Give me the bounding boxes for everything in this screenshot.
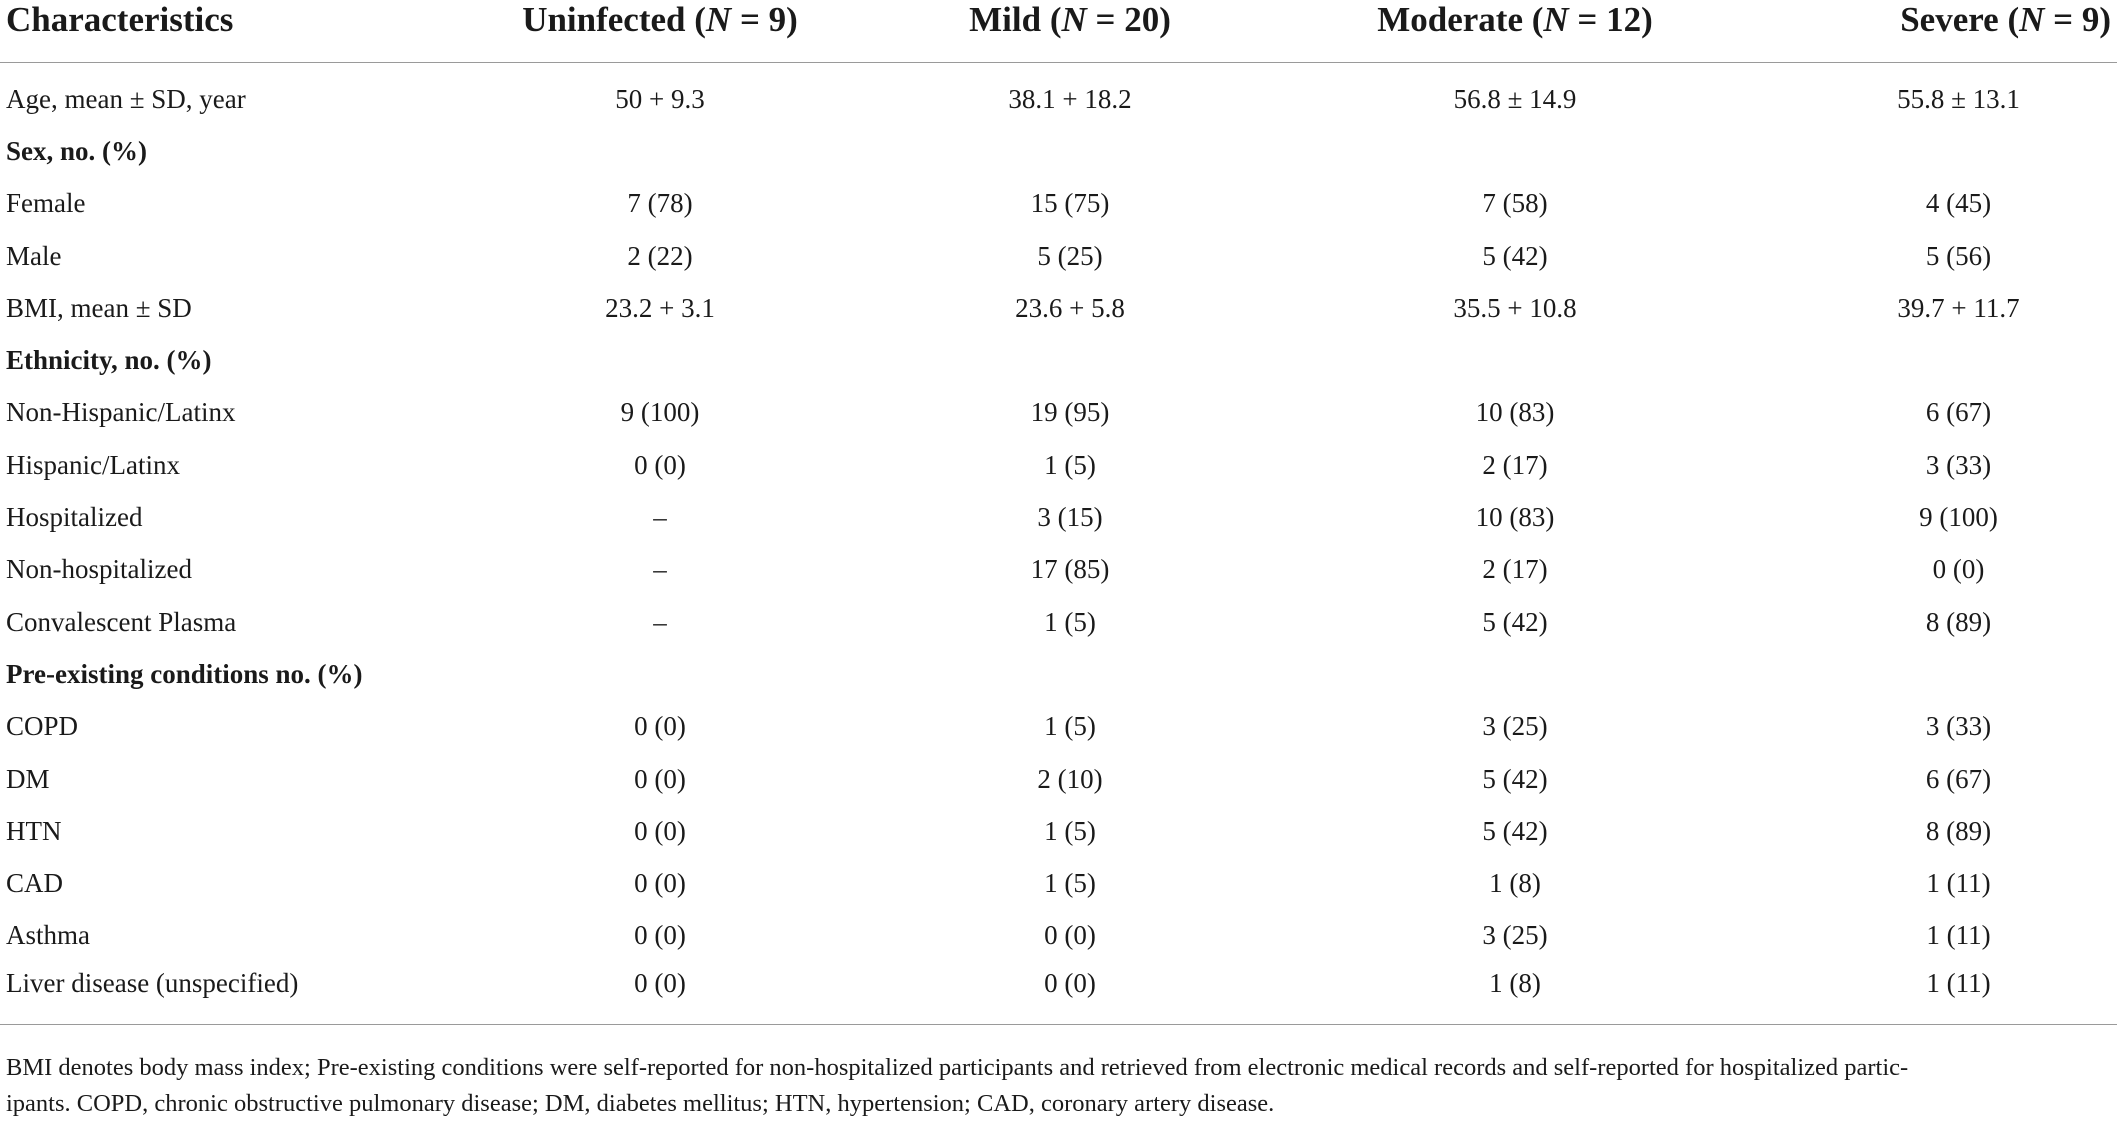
row-label: Hospitalized	[6, 502, 143, 533]
row-value-cell: 0 (0)	[634, 449, 686, 480]
row-value-cell: 17 (85)	[1030, 554, 1110, 585]
header-row	[0, 0, 2117, 63]
row-value-cell: 56.8 ± 14.9	[1453, 83, 1577, 114]
row-value-cell: 10 (83)	[1475, 502, 1555, 533]
row-value-cell: 0 (0)	[634, 763, 686, 794]
footnote-line-1: BMI denotes body mass index; Pre-existing conditions were self-reported for non-hospitalized participants and retrieved from electronic medical records and self-reported for hospitalized partic-	[6, 1054, 1909, 1081]
table-row	[0, 387, 2117, 439]
row-label: BMI, mean ± SD	[6, 292, 192, 323]
row-value-cell: 19 (95)	[1030, 397, 1110, 428]
row-value-cell: 1 (5)	[1044, 606, 1096, 637]
row-value-cell: 9 (100)	[1919, 502, 1998, 533]
row-value-cell: 4 (45)	[1925, 188, 1992, 219]
header-mild-count: = 20)	[1086, 0, 1171, 39]
row-value-cell: –	[653, 502, 667, 533]
row-value-cell: 0 (0)	[460, 962, 860, 1025]
row-value-cell: 3 (15)	[1037, 502, 1103, 533]
row-value-cell: 1 (8)	[1280, 962, 1750, 1025]
row-value-cell	[1280, 125, 1750, 177]
header-moderate-n: N	[1543, 0, 1569, 39]
row-label: DM	[6, 763, 50, 794]
header-uninfected	[460, 0, 860, 63]
row-label: Convalescent Plasma	[6, 606, 237, 637]
table-row	[0, 544, 2117, 596]
row-value-cell: 5 (42)	[1482, 240, 1548, 271]
row-value-cell	[1280, 648, 1750, 700]
row-value-cell: 15 (75)	[1030, 188, 1110, 219]
header-severe-count: = 9)	[2044, 0, 2111, 39]
row-value-cell: 2 (22)	[627, 240, 693, 271]
row-label: Non-Hispanic/Latinx	[6, 397, 236, 428]
table-body	[0, 63, 2117, 1025]
row-value-cell: 1 (11)	[1926, 868, 1991, 899]
row-value-cell: 1 (5)	[1044, 868, 1096, 899]
row-value-cell: 5 (42)	[1482, 606, 1548, 637]
row-value-cell	[460, 648, 860, 700]
row-value-cell: 6 (67)	[1925, 763, 1992, 794]
table-row	[0, 439, 2117, 491]
table-row	[0, 596, 2117, 648]
table-row	[0, 805, 2117, 857]
header-moderate	[1280, 0, 1750, 63]
row-value-cell: 50 + 9.3	[615, 83, 705, 114]
section-label: Ethnicity, no. (%)	[6, 345, 212, 376]
table-row	[0, 491, 2117, 543]
header-severe	[1750, 0, 2117, 63]
row-value-cell: 10 (83)	[1475, 397, 1555, 428]
row-value-cell: 1 (11)	[1926, 920, 1991, 951]
table-row	[0, 230, 2117, 282]
row-label: Non-hospitalized	[6, 554, 192, 585]
row-value-cell: 8 (89)	[1925, 606, 1992, 637]
table-row	[0, 178, 2117, 230]
row-value-cell: 1 (5)	[1044, 449, 1096, 480]
footnote-line-2: ipants. COPD, chronic obstructive pulmonary disease; DM, diabetes mellitus; HTN, hypertension; CAD, coronary artery disease.	[6, 1090, 1275, 1117]
header-uninfected-label: Uninfected (	[522, 0, 706, 39]
row-value-cell: 3 (25)	[1482, 711, 1548, 742]
row-label: CAD	[6, 868, 64, 899]
row-value-cell	[860, 125, 1280, 177]
row-label: Female	[6, 188, 86, 219]
row-value-cell: 3 (25)	[1482, 920, 1548, 951]
row-value-cell: 0 (0)	[634, 815, 686, 846]
header-mild-label: Mild (	[969, 0, 1062, 39]
row-value-cell: –	[653, 606, 667, 637]
row-value-cell: 2 (17)	[1482, 554, 1548, 585]
row-value-cell: 8 (89)	[1925, 815, 1992, 846]
row-value-cell: 2 (17)	[1482, 449, 1548, 480]
row-value-cell	[860, 334, 1280, 386]
row-value-cell: 7 (78)	[627, 188, 693, 219]
row-value-cell: 23.2 + 3.1	[605, 292, 715, 323]
row-label: Age, mean ± SD, year	[6, 83, 246, 114]
table-footnote	[6, 1050, 2106, 1122]
row-value-cell	[860, 648, 1280, 700]
table-row	[0, 701, 2117, 753]
row-value-cell: 5 (42)	[1482, 815, 1548, 846]
row-value-cell: 2 (10)	[1037, 763, 1103, 794]
row-value-cell	[1750, 125, 2117, 177]
row-value-cell: 39.7 + 11.7	[1897, 292, 2020, 323]
header-characteristics-label: Characteristics	[6, 0, 234, 39]
row-value-cell: 35.5 + 10.8	[1453, 292, 1577, 323]
row-value-cell: 38.1 + 18.2	[1008, 83, 1132, 114]
row-value-cell: 23.6 + 5.8	[1015, 292, 1125, 323]
section-label: Sex, no. (%)	[6, 135, 147, 166]
table-header	[0, 0, 2117, 63]
section-row	[0, 125, 2117, 177]
row-value-cell: 9 (100)	[620, 397, 700, 428]
table-row	[0, 753, 2117, 805]
row-value-cell: 0 (0)	[1044, 920, 1096, 951]
header-uninfected-n: N	[705, 0, 732, 39]
table-row	[0, 282, 2117, 334]
row-label: HTN	[6, 815, 62, 846]
row-label: Liver disease (unspecified)	[0, 962, 460, 1025]
row-value-cell: 6 (67)	[1925, 397, 1992, 428]
row-value-cell: 0 (0)	[860, 962, 1280, 1025]
row-value-cell: 0 (0)	[634, 868, 686, 899]
table-row	[0, 910, 2117, 962]
row-value-cell	[460, 125, 860, 177]
table-row	[0, 962, 2117, 1025]
row-value-cell: 1 (11)	[1750, 962, 2117, 1025]
header-severe-label: Severe (	[1900, 0, 2020, 39]
row-value-cell: 5 (42)	[1482, 763, 1548, 794]
row-value-cell	[1280, 334, 1750, 386]
header-uninfected-count: = 9)	[731, 0, 798, 39]
row-value-cell: 1 (5)	[1044, 711, 1096, 742]
row-value-cell	[460, 334, 860, 386]
header-mild-n: N	[1061, 0, 1087, 39]
row-value-cell: 55.8 ± 13.1	[1897, 83, 2020, 114]
section-row	[0, 334, 2117, 386]
table-row	[0, 857, 2117, 909]
header-severe-n: N	[2019, 0, 2045, 39]
row-value-cell: 5 (25)	[1037, 240, 1103, 271]
section-row	[0, 648, 2117, 700]
row-value-cell: 7 (58)	[1482, 188, 1548, 219]
row-label: COPD	[6, 711, 79, 742]
table-row	[0, 63, 2117, 126]
header-moderate-label: Moderate (	[1377, 0, 1544, 39]
row-value-cell	[1750, 334, 2117, 386]
row-label: Hispanic/Latinx	[6, 449, 180, 480]
row-value-cell: 3 (33)	[1925, 449, 1992, 480]
row-value-cell: 1 (8)	[1489, 868, 1541, 899]
header-characteristics	[0, 0, 460, 63]
row-value-cell: 0 (0)	[634, 711, 686, 742]
section-label: Pre-existing conditions no. (%)	[6, 658, 363, 689]
row-value-cell: 0 (0)	[1932, 554, 1985, 585]
header-moderate-count: = 12)	[1568, 0, 1653, 39]
row-value-cell: 1 (5)	[1044, 815, 1096, 846]
row-value-cell: 3 (33)	[1925, 711, 1992, 742]
row-value-cell	[1750, 648, 2117, 700]
header-mild	[860, 0, 1280, 63]
row-label: Male	[6, 240, 62, 271]
row-value-cell: 0 (0)	[634, 920, 686, 951]
row-value-cell: 5 (56)	[1925, 240, 1992, 271]
row-label: Asthma	[6, 920, 90, 951]
row-value-cell: –	[653, 554, 667, 585]
